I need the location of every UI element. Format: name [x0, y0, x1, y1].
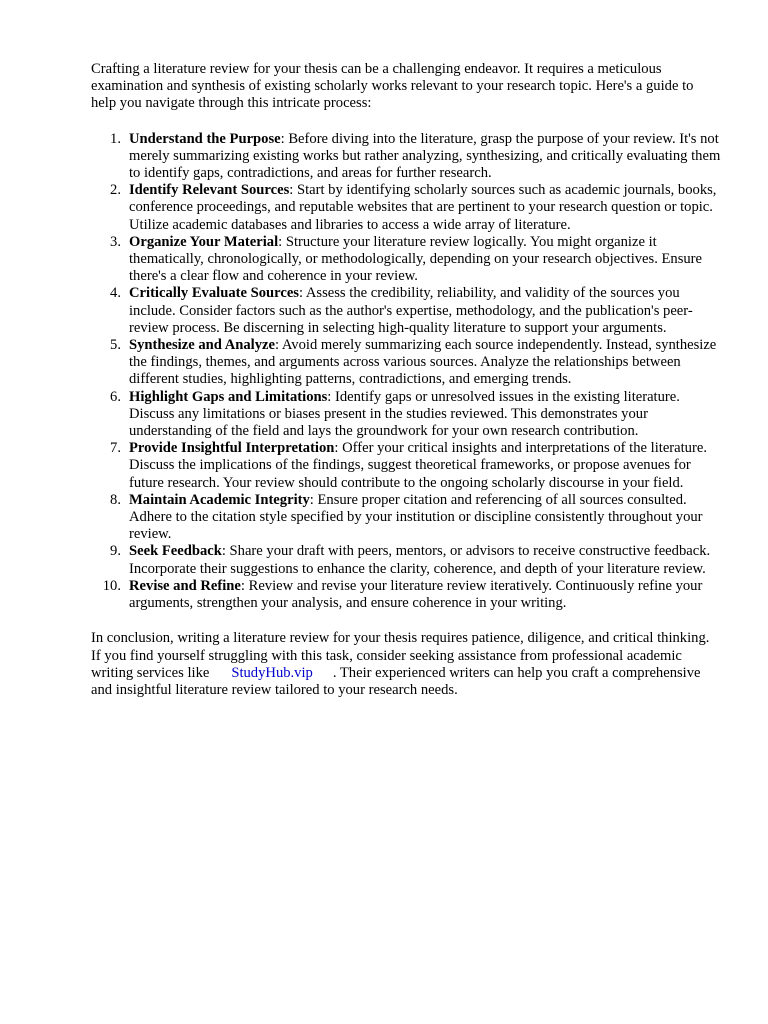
studyhub-link[interactable]: StudyHub.vip — [231, 664, 313, 681]
item-text: : Ensure proper citation and referencing of all sources consulted. Adhere to the citation style specified by your institution or discipline consistently throughout your review. — [129, 491, 703, 543]
item-number: 9. — [110, 543, 121, 560]
list-item — [91, 543, 721, 577]
list-item — [91, 131, 721, 183]
item-text: : Share your draft with peers, mentors, or advisors to receive constructive feedback. Incorporate their suggestions to enhance the clarity, coherence, and depth of your literature review. — [129, 543, 711, 577]
item-text: : Assess the credibility, reliability, and validity of the sources you include. Consider factors such as the author's expertise, methodology, and the publication's peer-review process. Be discerning in selecting high-quality literature to support your arguments. — [129, 285, 693, 336]
item-term: Understand the Purpose — [129, 130, 281, 147]
list-item — [91, 337, 721, 389]
document-page — [91, 61, 721, 699]
item-number: 10. — [102, 577, 121, 594]
item-text: : Structure your literature review logically. You might organize it thematically, chronologically, or methodologically, depending on your research objectives. Ensure there's a clear flow and coherence in your review. — [129, 233, 703, 285]
item-text: : Avoid merely summarizing each source independently. Instead, synthesize the findings, themes, and arguments across various sources. Analyze the relationships between different studies, highlighting patterns, contradictions, and emerging trends. — [129, 337, 717, 388]
item-number: 1. — [110, 130, 121, 147]
list-item — [91, 234, 721, 286]
list-item — [91, 389, 721, 441]
item-term: Highlight Gaps and Limitations — [129, 388, 328, 405]
item-term: Maintain Academic Integrity — [129, 491, 310, 508]
item-text: : Review and revise your literature review iteratively. Continuously refine your arguments, strengthen your analysis, and ensure coherence in your writing. — [129, 577, 703, 612]
intro-paragraph: Crafting a literature review for your thesis can be a challenging endeavor. It requires a meticulous examination and synthesis of existing scholarly works relevant to your research topic. Here's a guide to help you navigate through this intricate process: — [91, 61, 694, 112]
item-term: Organize Your Material — [129, 233, 279, 250]
item-term: Seek Feedback — [129, 543, 222, 560]
list-item — [91, 285, 721, 337]
steps-list — [91, 131, 721, 613]
item-number: 8. — [110, 491, 121, 508]
item-term: Identify Relevant Sources — [129, 182, 290, 199]
item-number: 4. — [110, 285, 121, 302]
item-term: Provide Insightful Interpretation — [129, 440, 335, 457]
item-number: 3. — [110, 233, 121, 250]
item-number: 2. — [110, 182, 121, 199]
item-term: Synthesize and Analyze — [129, 337, 275, 354]
item-text: : Before diving into the literature, grasp the purpose of your review. It's not merely summarizing existing works but rather analyzing, synthesizing, and critically evaluating them to identify gaps, contradictions, and areas for further research. — [129, 130, 721, 182]
list-item — [91, 492, 721, 544]
item-number: 7. — [110, 440, 121, 457]
list-item — [91, 578, 721, 612]
item-number: 5. — [110, 337, 121, 354]
item-term: Critically Evaluate Sources — [129, 285, 299, 302]
conclusion-paragraph — [91, 630, 721, 699]
item-text: : Start by identifying scholarly sources such as academic journals, books, conference proceedings, and reputable websites that are pertinent to your research question or topic. Utilize academic databases and libraries to access a wide array of literature. — [129, 182, 717, 233]
item-term: Revise and Refine — [129, 577, 241, 594]
conclusion-text-before: In conclusion, writing a literature review for your thesis requires patience, diligence, and critical thinking. If you find yourself struggling with this task, consider seeking assistance from professional academic writing services like — [91, 630, 710, 681]
item-number: 6. — [110, 388, 121, 405]
item-text: : Identify gaps or unresolved issues in the existing literature. Discuss any limitations or biases present in the studies reviewed. This demonstrates your understanding of the field and lays the groundwork for your own research contribution. — [129, 388, 680, 440]
list-item — [91, 440, 721, 492]
conclusion-text-after: . Their experienced writers can help you craft a comprehensive and insightful literature review tailored to your research needs. — [91, 664, 701, 698]
list-item — [91, 182, 721, 234]
item-text: : Offer your critical insights and interpretations of the literature. Discuss the implications of the findings, suggest theoretical frameworks, or propose avenues for future research. Your review should contribute to the ongoing scholarly discourse in your field. — [129, 440, 707, 491]
